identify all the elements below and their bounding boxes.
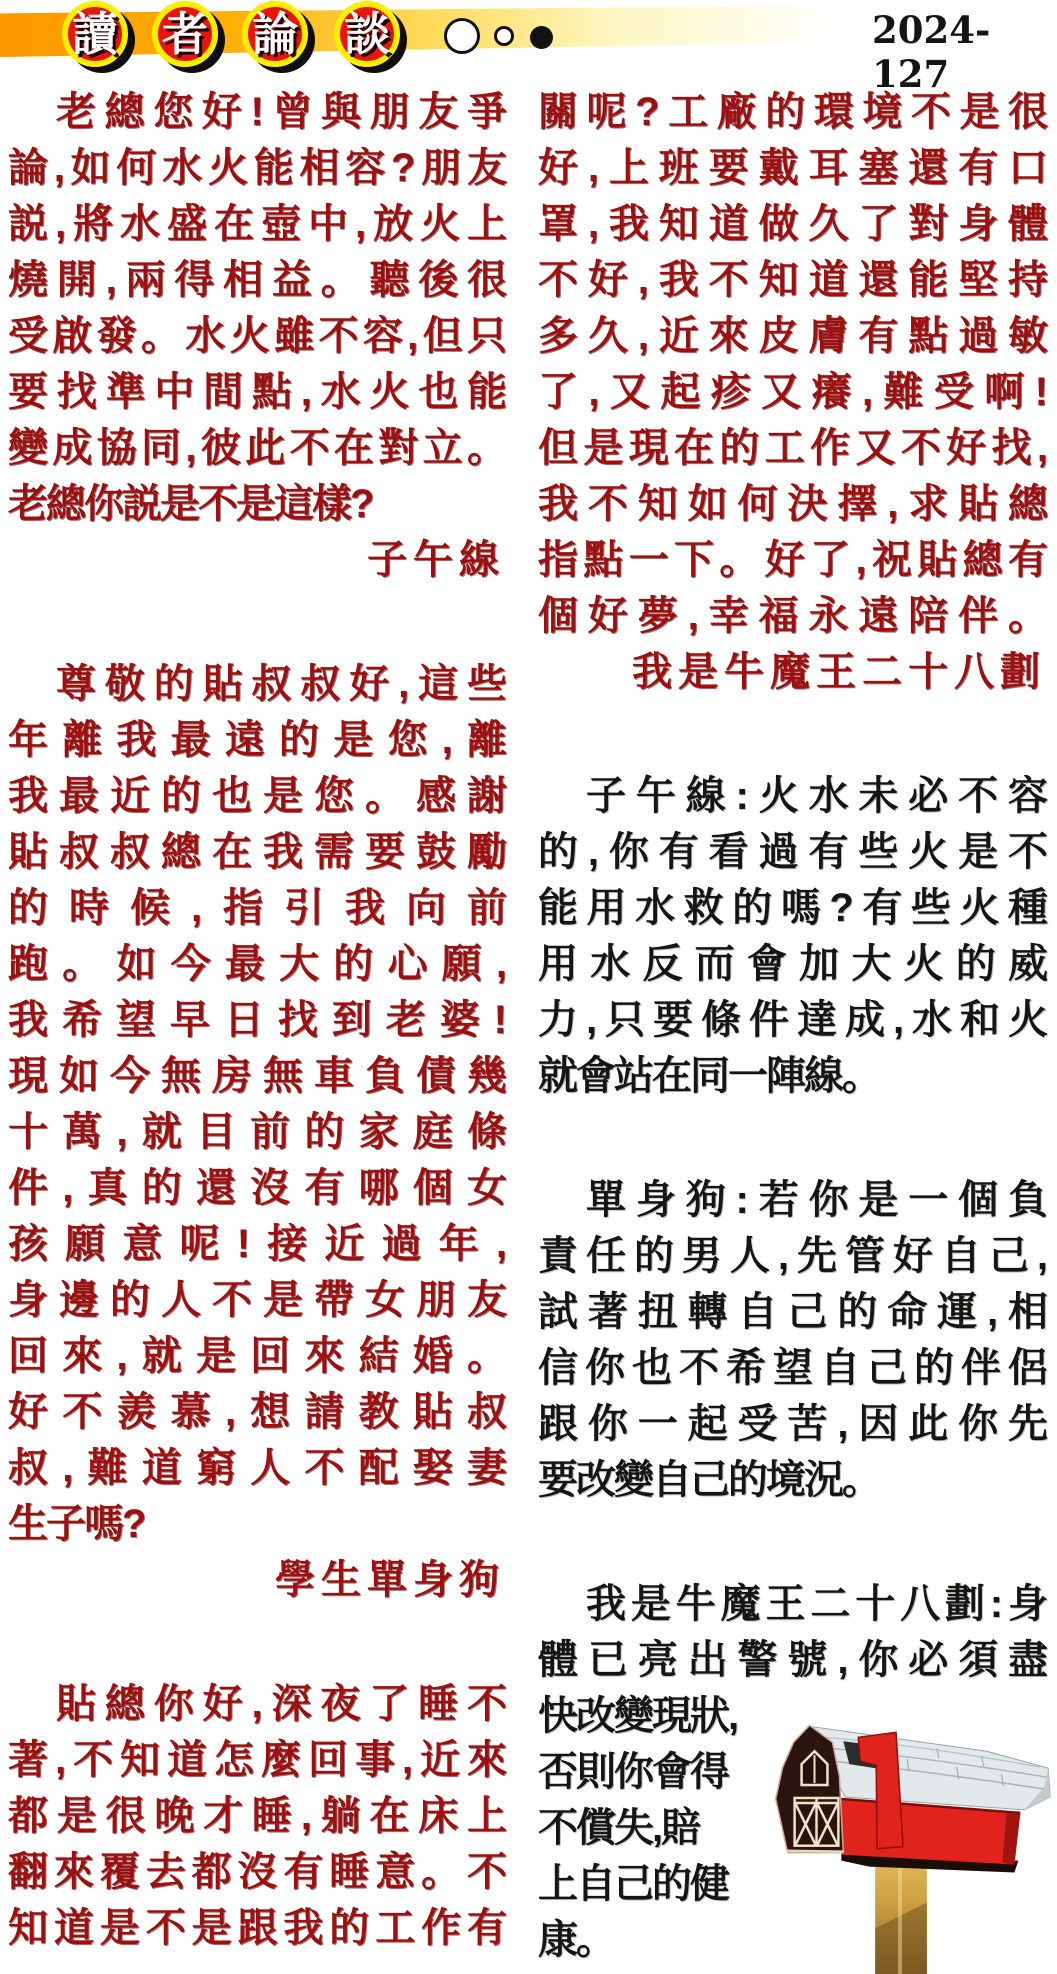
letter-line: 貼總你好,深夜了睡不 [56, 1682, 505, 1726]
masthead-char: 論 [252, 8, 298, 60]
large-circle-icon [444, 18, 480, 54]
letter-line: 罩,我知道做久了對身體 [538, 202, 1046, 246]
letter-line: 生子嗎? [8, 1502, 145, 1546]
mailbox-barn-front [776, 1725, 844, 1852]
letter-line: 十萬,就目前的家庭條 [8, 1110, 505, 1154]
reply-line: 康。 [538, 1918, 614, 1962]
reply-line: 責任的男人,先管好自己, [538, 1234, 1046, 1278]
letter-line: 都是很晚才睡,躺在床上 [8, 1794, 505, 1838]
reply-line: 否則你會得 [538, 1750, 728, 1794]
reply-line: 子午線:火水未必不容 [586, 774, 1046, 818]
letter-line: 老總你説是不是這樣? [8, 482, 373, 526]
masthead-badge-1 [62, 1, 128, 67]
letter-line: 要找準中間點,水火也能 [8, 370, 505, 414]
reply-line: 信你也不希望自己的伴侶 [538, 1346, 1046, 1390]
letter-insomnia-continued [538, 84, 1046, 700]
small-circle-icon [494, 26, 514, 46]
letter-line: 我不知如何決擇,求貼總 [538, 482, 1046, 526]
letter-water-fire [8, 84, 505, 588]
letter-insomnia [8, 1676, 505, 1956]
letter-line: 叔,難道窮人不配娶妻 [8, 1446, 505, 1490]
masthead-char: 讀 [72, 8, 118, 60]
reply-line: 上自己的健 [538, 1862, 728, 1906]
letter-line: 個好夢,幸福永遠陪伴。 [538, 594, 1046, 638]
letter-line: 好不羨慕,想請教貼叔 [8, 1390, 505, 1434]
letter-line: 指點一下。好了,祝貼總有 [538, 538, 1046, 582]
letter-line: 年離我最遠的是您,離 [8, 718, 505, 762]
letter-line: 論,如何水火能相容?朋友 [8, 146, 505, 190]
reply-line: 能用水救的嗎?有些火種 [538, 886, 1046, 930]
reply-line: 跟你一起受苦,因此你先 [538, 1402, 1046, 1446]
letter-signature: 我是牛魔王二十八劃 [632, 650, 1046, 694]
reply-line: 快改變現狀, [538, 1694, 738, 1738]
letter-line: 好,上班要戴耳塞還有口 [538, 146, 1046, 190]
mailbox-roof [810, 1726, 1051, 1810]
reply-line: 我是牛魔王二十八劃:身 [586, 1582, 1046, 1626]
letter-line: 跑。如今最大的心願, [8, 942, 505, 986]
letter-line: 貼叔叔總在我需要鼓勵 [8, 830, 505, 874]
reply-line: 要改變自己的境況。 [538, 1458, 880, 1502]
masthead-char: 談 [344, 8, 390, 60]
reply-line: 體已亮出警號,你必須盡 [538, 1638, 1046, 1682]
reply-line: 試著扭轉自己的命運,相 [538, 1290, 1046, 1334]
letter-single-dog [8, 656, 505, 1608]
reply-line: 單身狗:若你是一個負 [586, 1178, 1046, 1222]
reply-line: 就會站在同一陣線。 [538, 1054, 880, 1098]
letter-signature: 子午線 [367, 538, 505, 582]
mailbox-post [875, 1857, 927, 1974]
letter-line: 尊敬的貼叔叔好,這些 [56, 662, 505, 706]
letter-line: 翻來覆去都沒有睡意。不 [8, 1850, 505, 1894]
letter-line: 多久,近來皮膚有點過敏 [538, 314, 1046, 358]
reply-line: 不償失,賠 [538, 1806, 700, 1850]
reply-line: 用水反而會加大火的威 [538, 942, 1046, 986]
letter-line: 現如今無房無車負債幾 [8, 1054, 505, 1098]
left-column [8, 84, 505, 1974]
masthead-badge-4 [334, 1, 400, 67]
masthead-badge-3 [242, 1, 308, 67]
letter-line: 我最近的也是您。感謝 [8, 774, 505, 818]
letter-line: 説,將水盛在壺中,放火上 [8, 202, 505, 246]
letter-line: 但是現在的工作又不好找, [538, 426, 1046, 470]
reply-line: 力,只要條件達成,水和火 [538, 998, 1046, 1042]
filled-circle-icon [530, 26, 553, 49]
mailbox-illustration [757, 1612, 1057, 1974]
letter-line: 關呢?工廠的環境不是很 [538, 90, 1046, 134]
letter-line: 不好,我不知道還能堅持 [538, 258, 1046, 302]
letter-signature: 學生單身狗 [275, 1558, 505, 1602]
letter-line: 變成協同,彼此不在對立。 [8, 426, 505, 470]
masthead-gradient-band [0, 5, 880, 60]
letter-line: 受啟發。水火雖不容,但只 [8, 314, 505, 358]
letter-line: 件,真的還沒有哪個女 [8, 1166, 505, 1210]
letter-line: 的時候,指引我向前 [8, 886, 505, 930]
letter-line: 孩願意呢!接近過年, [8, 1222, 505, 1266]
reply-to-meridian [538, 768, 1046, 1104]
masthead-char: 者 [162, 8, 208, 60]
letter-line: 了,又起疹又癢,難受啊! [538, 370, 1046, 414]
letter-line: 我希望早日找到老婆! [8, 998, 505, 1042]
issue-number: 2024-127 [872, 8, 991, 96]
mailbox-body [841, 1799, 1020, 1865]
reply-to-single-dog [538, 1172, 1046, 1508]
letter-line: 燒開,兩得相益。聽後很 [8, 258, 505, 302]
letter-line: 回來,就是回來結婚。 [8, 1334, 505, 1378]
letter-line: 身邊的人不是帶女朋友 [8, 1278, 505, 1322]
reply-line: 的,你有看過有些火是不 [538, 830, 1046, 874]
letter-line: 著,不知道怎麼回事,近來 [8, 1738, 505, 1782]
masthead-badge-2 [152, 1, 218, 67]
letter-line: 老總您好!曾與朋友爭 [56, 90, 505, 134]
letter-line: 知道是不是跟我的工作有 [8, 1906, 505, 1950]
